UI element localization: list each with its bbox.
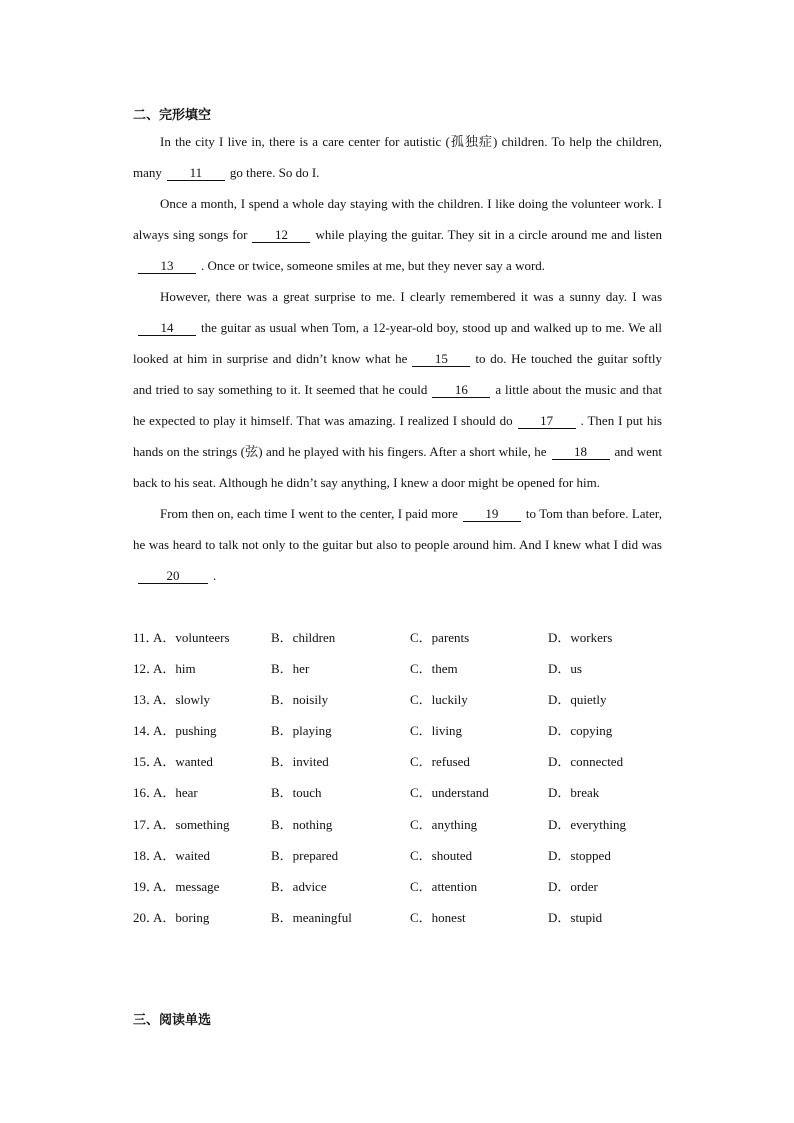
section-title-cloze: 二、完形填空 <box>133 108 212 123</box>
option-a: A．waited <box>153 847 211 863</box>
option-d: D．quietly <box>548 692 607 708</box>
cloze-passage <box>133 126 662 591</box>
question-row <box>133 902 693 933</box>
blank-20: 20 <box>138 569 208 584</box>
blank-13: 13 <box>138 259 196 274</box>
option-c: C．them <box>410 661 458 677</box>
question-row <box>133 809 693 840</box>
question-row <box>133 777 693 808</box>
passage-text: Once a month, I spend a whole day staying with the children. I like doing the volunteer work. I always sing songs for <box>133 196 662 242</box>
option-a: A．message <box>153 878 220 894</box>
blank-19: 19 <box>463 507 521 522</box>
passage-text: From then on, each time I went to the center, I paid more <box>160 506 458 521</box>
blank-15: 15 <box>412 352 470 367</box>
option-c: C．anything <box>410 816 478 832</box>
blank-18: 18 <box>552 445 610 460</box>
option-b: B．meaningful <box>271 909 352 925</box>
passage-text: go there. So do I. <box>229 165 320 180</box>
option-b: B．children <box>271 630 336 645</box>
question-number: 20． <box>133 909 160 925</box>
passage-text: In the city I live in, there is a care center for autistic (孤独症) children. To help the children, many <box>133 134 662 180</box>
option-d: D．stopped <box>548 847 611 863</box>
option-c: C．attention <box>410 878 478 894</box>
option-a: A．boring <box>153 909 210 925</box>
option-c: C．shouted <box>410 847 473 863</box>
option-b: B．noisily <box>271 692 329 708</box>
passage-text: . <box>213 568 217 583</box>
blank-11: 11 <box>167 166 225 181</box>
passage-text: . Then I put his hands on the strings (弦) and he played with his fingers. After a short while, he <box>133 413 662 459</box>
option-a: A．slowly <box>153 692 211 708</box>
question-number: 19． <box>133 878 160 894</box>
option-a: A．him <box>153 661 196 677</box>
blank-12: 12 <box>252 228 310 243</box>
paragraph-2 <box>133 188 662 281</box>
option-c: C．parents <box>410 630 470 645</box>
question-row <box>133 840 693 871</box>
option-d: D．break <box>548 785 600 801</box>
option-a: A．pushing <box>153 723 217 739</box>
option-c: C．refused <box>410 754 470 770</box>
question-number: 18． <box>133 847 160 863</box>
section-title-reading: 三、阅读单选 <box>133 1013 212 1028</box>
option-d: D．workers <box>548 630 613 645</box>
question-row <box>133 871 693 902</box>
option-a: A．hear <box>153 785 198 801</box>
question-number: 13． <box>133 692 160 708</box>
option-b: B．prepared <box>271 847 339 863</box>
option-b: B．nothing <box>271 816 333 832</box>
paragraph-3 <box>133 281 662 498</box>
option-d: D．copying <box>548 723 613 739</box>
option-d: D．stupid <box>548 909 603 925</box>
passage-text: the guitar as usual when Tom, a 12-year-old boy, stood up and walked up to me. We all looked at him in surprise and didn’t know what he <box>133 320 662 366</box>
passage-text: . Once or twice, someone smiles at me, but they never say a word. <box>201 258 546 273</box>
passage-text: to do. He touched the guitar softly and tried to say something to it. It seemed that he could <box>133 351 662 397</box>
option-c: C．luckily <box>410 692 468 708</box>
passage-text: a little about the music and that he expected to play it himself. That was amazing. I realized I should do <box>133 382 662 428</box>
option-d: D．connected <box>548 754 624 770</box>
option-b: B．advice <box>271 878 327 894</box>
question-row <box>133 746 693 777</box>
blank-16: 16 <box>432 383 490 398</box>
question-row <box>133 653 693 684</box>
option-d: D．order <box>548 878 598 894</box>
question-number: 12． <box>133 661 160 677</box>
question-row <box>133 684 693 715</box>
passage-text: However, there was a great surprise to me. I clearly remembered it was a sunny day. I was <box>160 289 662 304</box>
option-a: A．something <box>153 816 230 832</box>
question-number: 17． <box>133 816 160 832</box>
passage-text: to Tom than before. Later, he was heard to talk not only to the guitar but also to people around him. And I knew what I did was <box>133 506 662 552</box>
question-number: 11． <box>133 630 159 645</box>
option-d: D．us <box>548 661 582 677</box>
option-a: A．volunteers <box>153 630 230 645</box>
option-b: B．invited <box>271 754 329 770</box>
question-number: 14． <box>133 723 160 739</box>
passage-text: and went back to his seat. Although he didn’t say anything, I knew a door might be opened for him. <box>133 444 662 490</box>
blank-17: 17 <box>518 414 576 429</box>
option-c: C．honest <box>410 909 466 925</box>
question-row <box>133 715 693 746</box>
question-number: 15． <box>133 754 160 770</box>
blank-14: 14 <box>138 321 196 336</box>
option-c: C．understand <box>410 785 489 801</box>
question-number: 16． <box>133 785 160 801</box>
option-a: A．wanted <box>153 754 213 770</box>
option-c: C．living <box>410 723 463 739</box>
question-row <box>133 622 693 653</box>
option-b: B．her <box>271 661 310 677</box>
answer-options <box>133 622 693 933</box>
passage-text: while playing the guitar. They sit in a circle around me and listen <box>315 227 662 242</box>
option-b: B．playing <box>271 723 332 739</box>
paragraph-1 <box>133 126 662 188</box>
paragraph-4 <box>133 498 662 591</box>
option-d: D．everything <box>548 816 626 832</box>
option-b: B．touch <box>271 785 322 801</box>
